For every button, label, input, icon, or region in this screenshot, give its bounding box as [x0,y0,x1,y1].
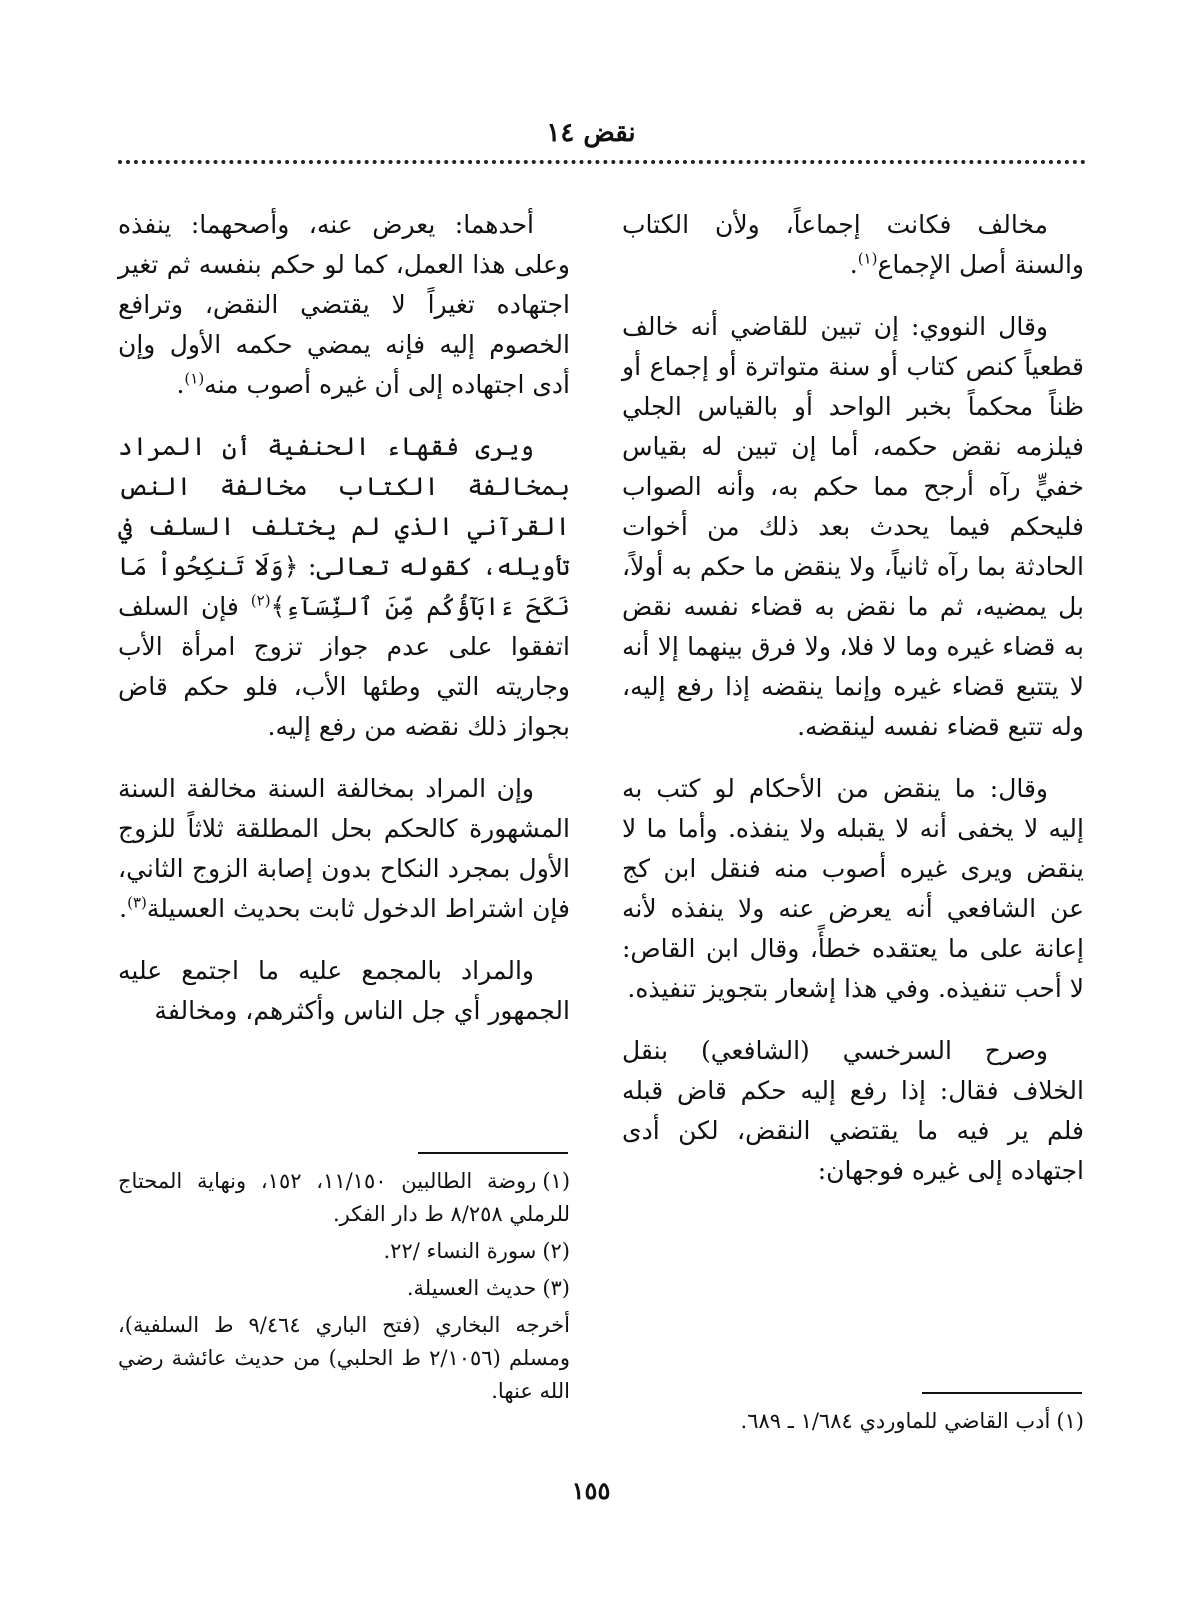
running-header: نقض ١٤ [546,118,636,148]
left-paragraph-1: أحدهما: يعرض عنه، وأصحهما: ينفذه وعلى هذا العمل، كما لو حكم بنفسه ثم تغير اجتهاده تغيراً لا يقتضي النقض، وترافع الخصوم إليه فإنه يمضي حكمه الأول وإن أدى اجتهاده إلى أن غيره أصوب منه$^{(١)}$. [118,210,570,399]
right-paragraph-1: مخالف فكانت إجماعاً، ولأن الكتاب والسنة أصل الإجماع$^{(١)}$. [622,210,1084,279]
page-number: ١٥٥ [571,1476,611,1505]
footnote-separator [922,1392,1082,1394]
footnotes-left [118,1165,570,1412]
footnote-ref: (٢) [250,591,271,610]
right-paragraph-3: وقال: ما ينقض من الأحكام لو كتب به إليه لا يخفى أنه لا يقبله ولا ينفذه. وأما ما لا ينقض ويرى غيره أصوب منه فنقل ابن كج عن الشافعي أنه يعرض عنه ولا ينفذه لأنه إعانة على ما يعتقده خطأً، وقال ابن القاص: لا أحب تنفيذه. وفي هذا إشعار بتجويز تنفيذه. [622,774,1084,1003]
left-paragraph-2: ويرى فقهاء الحنفية أن المراد بمخالفة الكتاب مخالفة النص القرآني الذي لم يختلف السلف في تأويله، كقوله تعالى: ﴿وَلَا تَنكِحُواْ مَا نَكَحَ ءَابَآؤُكُم مِّنَ ٱلنِّسَآءِ﴾$^{(٢)}$ فإن السلف اتفقوا على عدم جواز تزوج امرأة الأب وجاريته التي وطئها الأب، فلو حكم قاض بجواز ذلك نقضه من رفع إليه. [118,432,571,741]
footnote-item: (٢)سورة النساء /٢٢. [383,1239,570,1263]
footnote-item: (١)روضة الطالبين ١١/١٥٠، ١٥٢، ونهاية المحتاج للرملي ٨/٢٥٨ ط دار الفكر. [118,1169,571,1226]
footnote-ref: (١) [184,369,205,388]
right-column [622,205,1084,1213]
left-paragraph-3: وإن المراد بمخالفة السنة مخالفة السنة المشهورة كالحكم بحل المطلقة ثلاثاً للزوج الأول بمجرد النكاح بدون إصابة الزوج الثاني، فإن اشتراط الدخول ثابت بحديث العسيلة$^{(٣)}$. [118,774,570,923]
left-paragraph-4: والمراد بالمجمع عليه ما اجتمع عليه الجمهور أي جل الناس وأكثرهم، ومخالفة [118,956,570,1025]
footnote-ref: (٣) [127,893,147,912]
right-paragraph-2: وقال النووي: إن تبين للقاضي أنه خالف قطعياً كنص كتاب أو سنة متواترة أو إجماع أو ظناً محكماً بخبر الواحد أو بالقياس الجلي فيلزمه نقض حكمه، أما إن تبين له بقياس خفيٍّ رآه أرجح مما حكم به، وأنه الصواب فليحكم فيما يحدث بعد ذلك من أخوات الحادثة بما رآه ثانياً، ولا ينقض ما حكم به أولاً، بل يمضيه، ثم ما نقض به قضاء نفسه نقض به قضاء غيره وما لا فلا، ولا فرق بينهما إلا أنه لا يتتبع قضاء غيره وإنما ينقضه إذا رفع إليه، وله تتبع قضاء نفسه لينقضه. [622,312,1084,741]
header-dotted-rule [118,160,1086,164]
footnote-item: أخرجه البخاري (فتح الباري ٩/٤٦٤ ط السلفية)، ومسلم (٢/١٠٥٦ ط الحلبي) من حديث عائشة رضي الله عنها. [118,1313,570,1403]
footnote-separator [418,1152,568,1154]
right-paragraph-4: وصرح السرخسي (الشافعي) بنقل الخلاف فقال: إذا رفع إليه حكم قاض قبله فلم ير فيه ما يقتضي النقض، لكن أدى اجتهاده إلى غيره فوجهان: [622,1036,1084,1185]
left-column [118,205,570,1053]
footnotes-right [622,1405,1084,1442]
footnote-item: (١)أدب القاضي للماوردي ١/٦٨٤ ـ ٦٨٩. [740,1409,1084,1433]
footnote-item: (٣)حديث العسيلة. [406,1276,570,1300]
footnote-ref: (١) [857,249,878,268]
